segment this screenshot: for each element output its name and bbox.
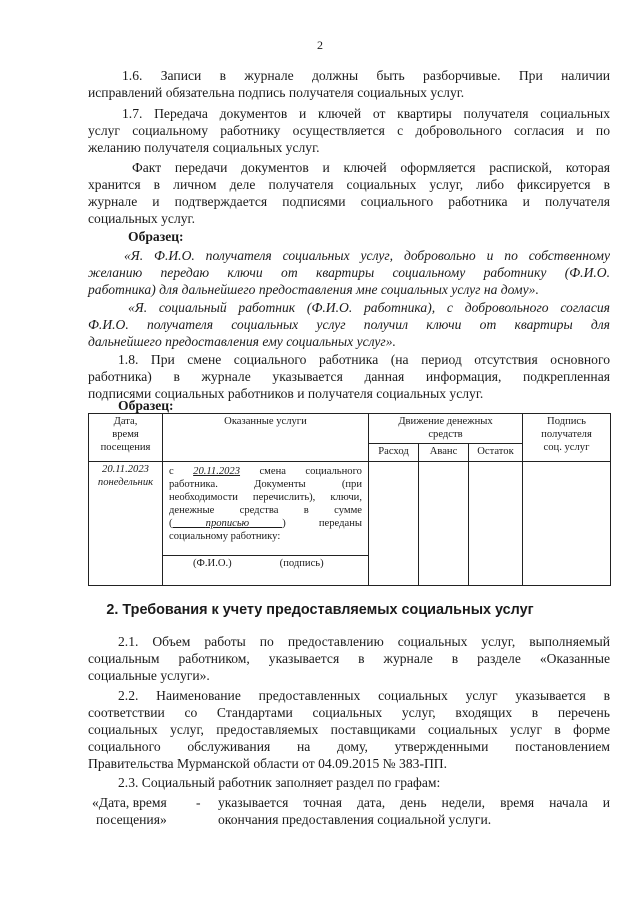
services-table xyxy=(88,413,611,586)
row-date: 20.11.2023 xyxy=(102,464,149,475)
row-line1: с 20.11.2023 смена социального xyxy=(169,466,362,477)
fact-line1: Факт передачи документов и ключей оформляется распиской, которая xyxy=(132,160,610,175)
p2-3-def2: окончания предоставления социальной услуги. xyxy=(218,812,492,827)
p1-6-line1: 1.6. Записи в журнале должны быть разборчивые. При наличии xyxy=(122,68,610,83)
header-signature: Подпись получателя соц. услуг xyxy=(523,414,611,462)
header-money: Движение денежных средств xyxy=(369,414,523,444)
header-advance: Аванс xyxy=(419,444,469,462)
row-line6: социальному работнику: xyxy=(169,531,281,542)
fact-line3: журнале и подтверждается подписями социального работника и получателя xyxy=(88,194,610,209)
p2-2-line3: социальных услуг, предоставляемых поставщиками социальных услуг в форме xyxy=(88,722,610,737)
page-number: 2 xyxy=(317,38,323,52)
row-line4: денежные средства в сумме xyxy=(169,505,362,516)
p1-7-line1: 1.7. Передача документов и ключей от квартиры получателя социальных xyxy=(122,106,610,121)
sample1-line2: желанию передаю ключи от квартиры социальному работнику (Ф.И.О. xyxy=(88,265,610,280)
sample1-line3: работника) для дальнейшего предоставления мне социальных услуг на дому». xyxy=(88,282,539,297)
p2-1-line3: социальные услуги». xyxy=(88,668,210,683)
sample-label: Образец: xyxy=(128,229,184,244)
row-advance xyxy=(419,462,469,586)
p2-3-term2: посещения» xyxy=(96,812,167,827)
section2-title: 2. Требования к учету предоставляемых социальных услуг xyxy=(106,602,534,618)
p2-3-dash: - xyxy=(196,795,201,810)
row-balance xyxy=(469,462,523,586)
p2-2-line1: 2.2. Наименование предоставленных социальных услуг указывается в xyxy=(118,688,610,703)
row-services-cell xyxy=(163,462,369,586)
header-date: Дата, время посещения xyxy=(89,414,163,462)
row-line2: работника. Документы (при xyxy=(169,479,362,490)
sample2-line3: дальнейшего предоставления ему социальных услуг». xyxy=(88,334,396,349)
row-line3: необходимости перечислить), ключи, xyxy=(169,492,362,503)
p2-1-line2: социальным работником, указывается в журнале в разделе «Оказанные xyxy=(88,651,610,666)
row-date-cell xyxy=(89,462,163,586)
header-balance: Остаток xyxy=(469,444,523,462)
row-weekday: понедельник xyxy=(97,477,154,488)
sample2-line1: «Я. социальный работник (Ф.И.О. работника), с добровольного согласия xyxy=(128,300,610,315)
p2-3-line: 2.3. Социальный работник заполняет раздел по графам: xyxy=(118,775,441,790)
p2-2-line2: соответствии со Стандартами социальных услуг, входящих в перечень xyxy=(88,705,610,720)
p2-3-def1: указывается точная дата, день недели, время начала и xyxy=(218,795,610,810)
p1-7-line3: желанию получателя социальных услуг. xyxy=(88,140,320,155)
row-line5: ( прописью ) переданы xyxy=(169,518,362,529)
row-expense xyxy=(369,462,419,586)
header-expense: Расход xyxy=(369,444,419,462)
p1-8-line3: подписями социальных работников и получателя социальных услуг. xyxy=(88,386,484,401)
p2-3-term1: «Дата, время xyxy=(92,795,167,810)
p1-7-line2: услуг социальному работнику осуществляется с добровольного согласия и по xyxy=(88,123,610,138)
p1-8-line2: работника) в журнале указывается данная информация, подкрепленная xyxy=(88,369,610,384)
fact-line2: хранится в личном деле получателя социальных услуг, либо фиксируется в xyxy=(88,177,610,192)
sample-label-2: Образец: xyxy=(118,398,174,413)
p2-2-line5: Правительства Мурманской области от 04.09.2015 № 383-ПП. xyxy=(88,756,447,771)
sample2-line2: Ф.И.О. получателя социальных услуг получил ключи от квартиры для xyxy=(88,317,610,332)
p1-6-line2: исправлений обязательна подпись получателя социальных услуг. xyxy=(88,85,465,100)
header-services: Оказанные услуги xyxy=(163,414,369,462)
row-signature xyxy=(523,462,611,586)
fact-line4: социальных услуг. xyxy=(88,211,195,226)
p1-8-line1: 1.8. При смене социального работника (на период отсутствия основного xyxy=(118,352,610,367)
sample1-line1: «Я. Ф.И.О. получателя социальных услуг, добровольно и по собственному xyxy=(124,248,610,263)
p2-1-line1: 2.1. Объем работы по предоставлению социальных услуг, выполняемый xyxy=(118,634,610,649)
p2-2-line4: социального обслуживания на дому, утвержденными постановлением xyxy=(88,739,610,754)
row-fio-sign: (Ф.И.О.) (подпись) xyxy=(193,558,324,569)
